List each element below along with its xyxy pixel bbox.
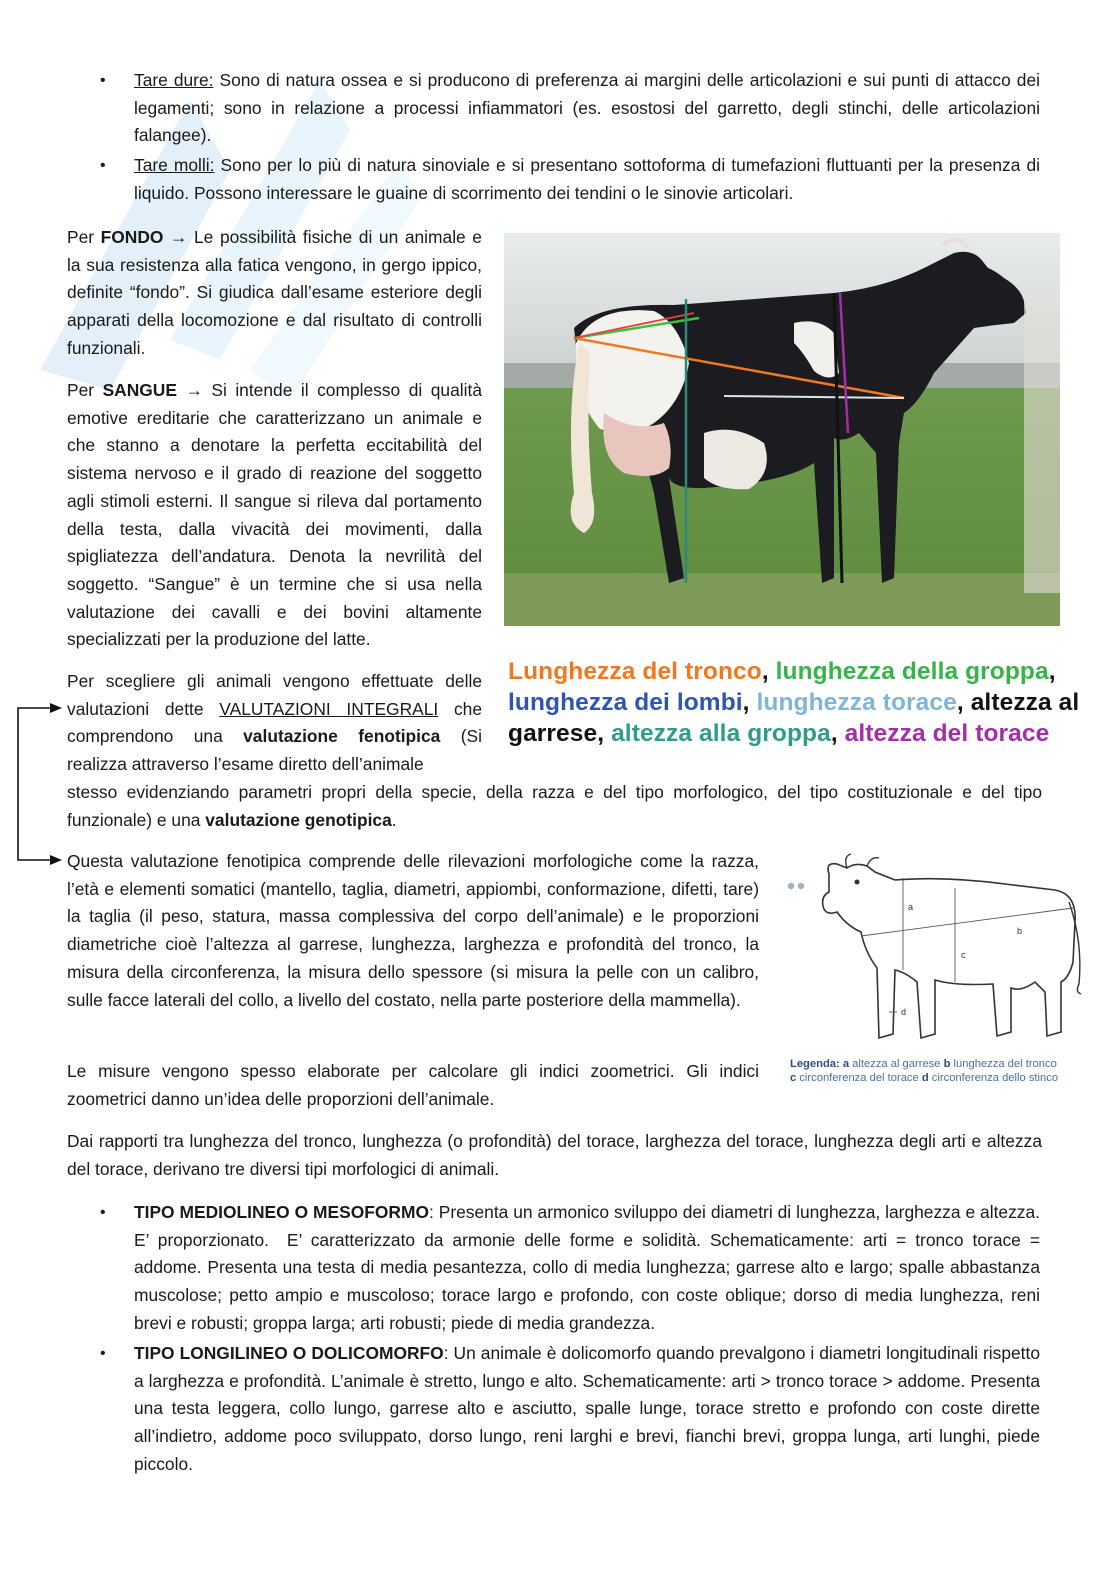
diagram-label-a: a	[908, 902, 914, 912]
bullet-dot: •	[100, 72, 106, 89]
bullet-dot: •	[100, 1345, 106, 1362]
bullet-tipo-longilineo: TIPO LONGILINEO O DOLICOMORFO: Un animale è dolicomorfo quando prevalgono i diametri longitudinali rispetto a larghezza e profondità. L’animale è stretto, lungo e alto. Schematicamente: arti > tronco torace > addome. Presenta una testa leggera, collo lungo, garrese alto e asciutto, spalle lunge, torace stretto e profondo con coste dirette all’indietro, addome poco sviluppato, dorso lungo, reni larghi e brevi, fianchi brevi, groppa lunga, arti lunghi, piede piccolo.	[134, 1343, 1040, 1474]
term-tare-molli: Tare molli:	[134, 155, 215, 175]
paragraph-valutazioni-cont: stesso evidenziando parametri propri della specie, della razza e del tipo morfologico, del tipo costituzionale e del tipo funzionale) e una valutazione genotipica.	[67, 782, 1042, 830]
paragraph-fenotipica: Questa valutazione fenotipica comprende delle rilevazioni morfologiche come la razza, l’età e elementi somatici (mantello, taglia, diametri, appiombi, conformazione, difetti, tare) la taglia (il peso, statura, massa complessiva del corpo dell’animale) e le proporzioni diametriche cioè l’altezza al garrese, lunghezza, larghezza e profondità del tronco, la misura della circonferenza, la misura dello spessore (si misura la pelle con un calibro, sulle facce laterali del collo, a livello del costato, nella parte posteriore della mammella).	[67, 851, 759, 1010]
paragraph-sangue: Per SANGUE → Si intende il complesso di qualità emotive ereditarie che caratterizzano un animale e che stanno a denotare la perfetta eccitabilità del sistema nervoso e il grado di reazione del soggetto agli stimoli esterni. Il sangue si rileva dal portamento della testa, dalla vivacità dei movimenti, dalla spigliatezza dell’andatura. Denota la nevrilità del soggetto. “Sangue” è un termine che si usa nella valutazione dei cavalli e dei bovini altamente specializzati per la produzione del latte.	[67, 380, 482, 650]
term-fondo: FONDO	[100, 227, 164, 247]
term-valutazione-fenotipica: valutazione fenotipica	[243, 726, 441, 747]
paragraph-fondo: Per FONDO → Le possibilità fisiche di un animale e la sua resistenza alla fatica vengono, in gergo ippico, definite “fondo”. Si giudica dall’esame esteriore degli apparati della locomozione e dal risultato di controlli funzionali.	[67, 227, 482, 358]
term-valutazione-genotipica: valutazione genotipica	[205, 809, 392, 830]
photo-caption: Lunghezza del tronco, lunghezza della groppa, lunghezza dei lombi, lunghezza torace, altezza al garrese, altezza alla groppa, altezza del torace	[508, 658, 1080, 747]
term-tare-dure: Tare dure:	[134, 70, 214, 90]
paragraph-misure: Le misure vengono spesso elaborate per calcolare gli indici zoometrici. Gli indici zoometrici danno un’idea delle proporzioni dell’animale.	[67, 1061, 759, 1109]
diagram-label-b: b	[1017, 926, 1023, 936]
term-tipo-longilineo: TIPO LONGILINEO O DOLICOMORFO	[134, 1343, 444, 1363]
paragraph-rapporti: Dai rapporti tra lunghezza del tronco, lunghezza (o profondità) del torace, larghezza del torace, lunghezza degli arti e altezza del torace, derivano tre diversi tipi morfologici di animali.	[67, 1131, 1042, 1179]
diagram-label-c: c	[961, 950, 966, 960]
diagram-label-d: d	[901, 1007, 907, 1017]
bull-diagram	[785, 852, 1090, 1052]
connector-arrow	[12, 698, 68, 868]
term-tipo-mediolineo: TIPO MEDIOLINEO O MESOFORMO	[134, 1202, 429, 1222]
bullet-dot: •	[100, 1204, 106, 1221]
bullet-tare-dure: Tare dure: Sono di natura ossea e si producono di preferenza ai margini delle articolazioni e sui punti di attacco dei legamenti; sono in relazione a processi infiammatori (es. esostosi del garretto, degli stinchi, delle articolazioni falangee).	[134, 70, 1040, 146]
diagram-legend: Legenda: a altezza al garrese b lunghezza del tronco c circonferenza del torace d circonferenza dello stinco	[790, 1058, 1059, 1084]
cow-photo	[504, 233, 1060, 626]
term-sangue: SANGUE	[102, 380, 177, 400]
bullet-tipo-mediolineo: TIPO MEDIOLINEO O MESOFORMO: Presenta un armonico sviluppo dei diametri di lunghezza, larghezza e altezza. E’ proporzionato. E’ caratterizzato da armonie delle forme e solidità. Schematicamente: arti = tronco torace = addome. Presenta una testa di media pesantezza, collo di media lunghezza; garrese alto e largo; spalle abbastanza muscolose; petto ampio e muscoloso; torace largo e profondo, con coste oblique; dorso di media lunghezza, reni brevi e robusti; groppa larga; arti robusti; piede di media grandezza.	[134, 1202, 1040, 1333]
bullet-dot: •	[100, 157, 106, 174]
term-valutazioni-integrali: VALUTAZIONI INTEGRALI	[219, 698, 439, 719]
paragraph-valutazioni: Per scegliere gli animali vengono effettuate delle valutazioni dette VALUTAZIONI INTEGRALI che comprendono una valutazione fenotipica (Si realizza attraverso l’esame diretto dell’animale	[67, 671, 483, 775]
bullet-tare-molli: Tare molli: Sono per lo più di natura sinoviale e si presentano sottoforma di tumefazioni fluttuanti per la presenza di liquido. Possono interessare le guaine di scorrimento dei tendini o le sinovie articolari.	[134, 155, 1040, 203]
